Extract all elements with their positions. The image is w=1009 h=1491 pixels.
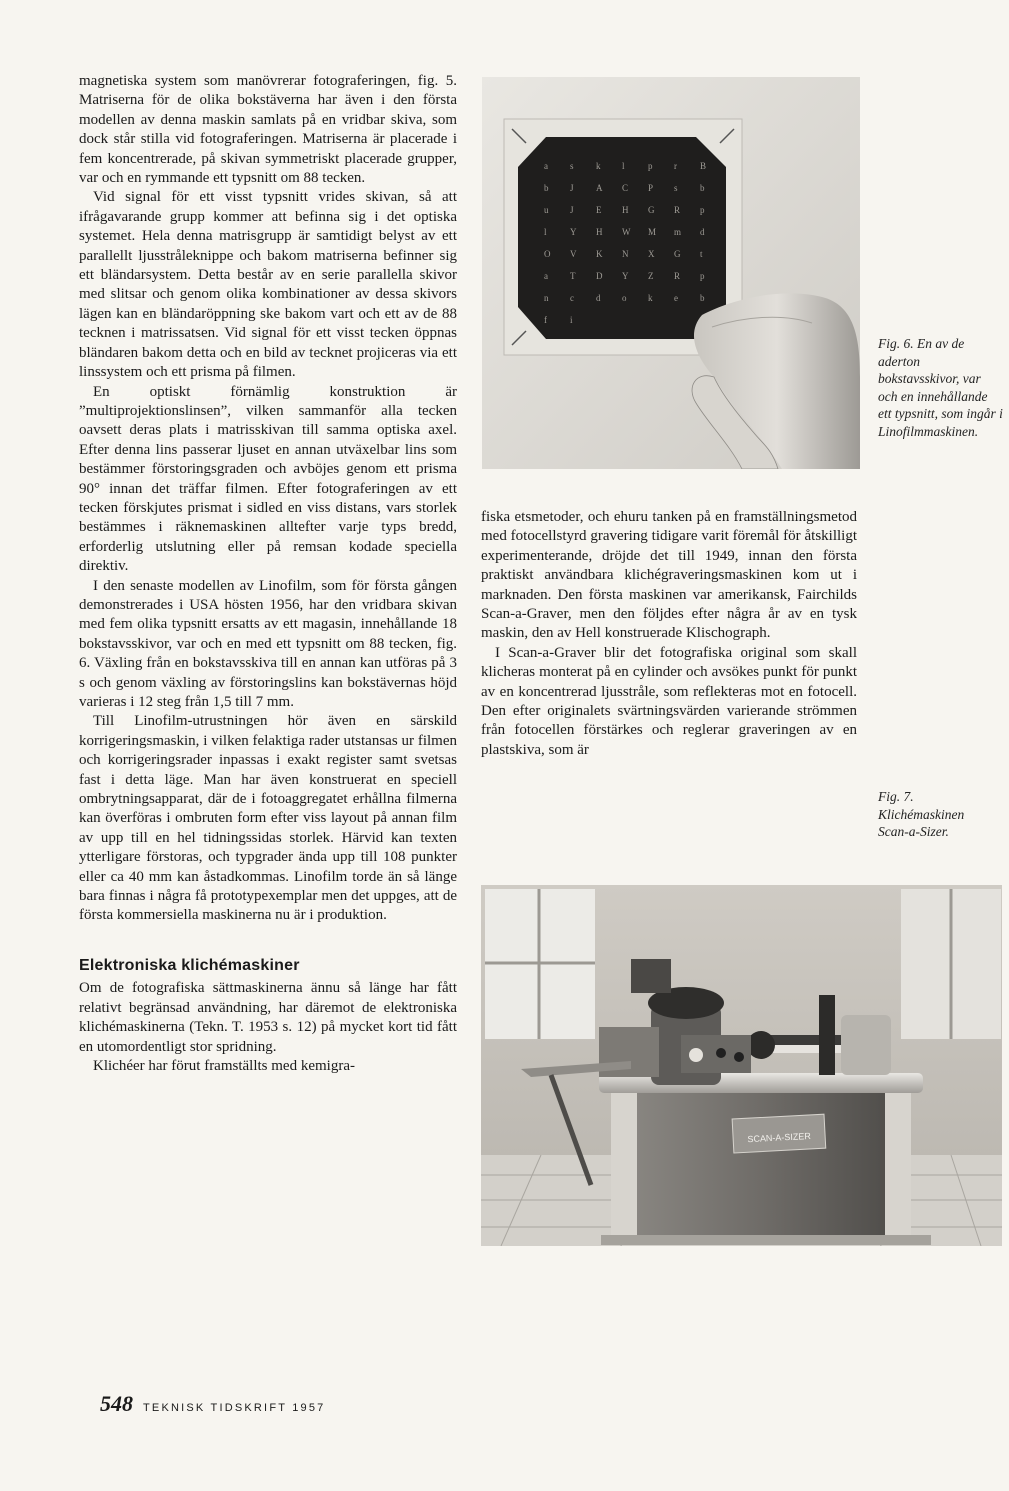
- disc-glyph: O: [544, 249, 551, 259]
- disc-glyph: t: [700, 249, 703, 259]
- disc-glyph: E: [596, 205, 602, 215]
- disc-glyph: M: [648, 227, 657, 237]
- disc-glyph: u: [544, 205, 549, 215]
- fig7-photo: [481, 885, 1002, 1246]
- disc-glyph: N: [622, 249, 629, 259]
- disc-glyph: Z: [648, 271, 654, 281]
- disc-glyph: l: [622, 161, 625, 171]
- body-paragraph: magnetiska system som manövrerar fotograferingen, fig. 5. Matriserna för de olika bokstäverna har även i den första modellen av denna maskin samlats på en vridbar skiva, som dock står stilla vid fotograferingen. Matriserna är placerade i fem koncentrerade, på skivan symmetriskt placerade grupper, var och en rymmande ett typsnitt om 88 tecken.: [79, 73, 457, 187]
- disc-glyph: n: [544, 293, 549, 303]
- disc-glyph: G: [648, 205, 655, 215]
- disc-glyph: r: [674, 161, 677, 171]
- body-paragraph: En optiskt förnämlig konstruktion är ”multiprojektionslinsen”, vilken sammanför alla tecken oavsett deras plats i matrisskivan till samma optiska axel. Efter denna lins passerar ljuset en annan utväxelbar lins som bestämmer förstoringsgraden och avböjes genom ett prisma 90° innan det träffar filmen. Efter fotograferingen av ett tecken förskjutes prismat i sidled en viss distans, vars storlek bestämmes i räknemaskinen alltefter varje typs bredd, erforderlig utslutning eller på remsan kodade speciella direktiv.: [79, 383, 457, 575]
- disc-glyph: l: [544, 227, 547, 237]
- disc-glyph: W: [622, 227, 631, 237]
- disc-glyph: a: [544, 271, 548, 281]
- disc-glyph: m: [674, 227, 682, 237]
- disc-glyph: a: [544, 161, 548, 171]
- disc-glyph: P: [648, 183, 654, 193]
- disc-glyph: H: [596, 227, 603, 237]
- disc-glyph: Y: [622, 271, 629, 281]
- disc-glyph: k: [596, 161, 601, 171]
- journal-name: TEKNISK TIDSKRIFT 1957: [143, 1402, 326, 1414]
- disc-glyph: B: [700, 161, 707, 171]
- disc-glyph: d: [596, 293, 601, 303]
- disc-glyph: s: [674, 183, 678, 193]
- section-heading: Elektroniska klichémaskiner: [79, 956, 300, 974]
- body-paragraph: Vid signal för ett visst typsnitt vrides skivan, så att ifrågavarande grupp kommer att befinna sig i det optiska systemet. Hela denna matrisgrupp är samtidigt belyst av ett parallellt ljusstråleknippe och bakom matriserna befinner sig ett bländarsystem. Detta består av en serie parallella skivor med slitsar och genom olika kombinationer av dessa skivors lägen kan en bländaröppning ske bakom vart och ett av de 88 tecknen i matrissatsen. Vid signal för ett visst tecken öppnas bländaren bakom detta och en bild av tecknet projiceras via ett linssystem och ett prisma på filmen.: [79, 189, 457, 381]
- right-column: [481, 508, 857, 760]
- disc-glyph: K: [596, 249, 603, 259]
- disc-glyph: b: [700, 293, 705, 303]
- disc-glyph: V: [570, 249, 577, 259]
- body-paragraph: Till Linofilm-utrustningen hör även en särskild korrigeringsmaskin, i vilken felaktiga rader utstansas ur filmen och korrigeringsrader inpassas i exakt register samt svetsas fast i detta läge. Man har även konstruerat en speciell ombrytningsapparat, där de i fotoaggregatet erhållna filmerna kan överföras i ombruten form efter viss layout på annan film av upp till en hel tidningssidas storlek. Härvid kan texten ytterligare förstoras, och typgrader ända upp till 108 punkter eller ca 40 mm kan åstadkommas. Linofilm torde än så länge bara finnas i några få prototypexemplar men det uppges, att de första kommersiella maskinerna nu är i produktion.: [79, 713, 457, 924]
- disc-glyph: Y: [570, 227, 577, 237]
- page-footer: [100, 1391, 325, 1417]
- fig6-caption: Fig. 6. En av de aderton bokstavsskivor, var och en innehållande ett typsnitt, som ingår i Linofilmmaskinen.: [878, 336, 1003, 439]
- disc-glyph: J: [570, 205, 574, 215]
- body-paragraph: Om de fotografiska sättmaskinerna ännu så länge har fått relativt begränsad användning, har däremot de elektroniska klichémaskinerna (Tekn. T. 1953 s. 12) på mycket kort tid fått en utomordentligt stor spridning.: [79, 980, 457, 1055]
- disc-glyph: X: [648, 249, 655, 259]
- disc-glyph: e: [674, 293, 678, 303]
- disc-glyph: D: [596, 271, 603, 281]
- disc-glyph: R: [674, 271, 681, 281]
- disc-glyph: R: [674, 205, 681, 215]
- disc-glyph: T: [570, 271, 576, 281]
- disc-glyph: C: [622, 183, 629, 193]
- disc-glyph: s: [570, 161, 574, 171]
- nameplate-text: SCAN-A-SIZER: [747, 1130, 812, 1145]
- fig6-photo: [482, 77, 860, 469]
- disc-glyph: p: [648, 161, 653, 171]
- disc-glyph: G: [674, 249, 681, 259]
- disc-glyph: i: [570, 315, 573, 325]
- body-paragraph: fiska etsmetoder, och ehuru tanken på en framställningsmetod med fotocellstyrd gravering tidigare varit föremål för åtskilligt experimenterande, dröjde det till 1949, innan den första praktiskt användbara klichégraveringsmaskinen kom ut i marknaden. Den första maskinen var amerikansk, Fairchilds Scan-a-Graver, men den följdes efter några år av en tysk maskin, den av Hell konstruerade Klischograph.: [481, 509, 857, 642]
- left-column: [79, 72, 457, 1076]
- disc-glyph: J: [570, 183, 574, 193]
- disc-glyph: o: [622, 293, 627, 303]
- disc-glyph: k: [648, 293, 653, 303]
- disc-glyph: p: [700, 205, 705, 215]
- disc-glyph: c: [570, 293, 574, 303]
- body-paragraph: I den senaste modellen av Linofilm, som för första gången demonstrerades i USA hösten 1956, har den vridbara skivan med fem olika typsnitt ersatts av ett magasin, innehållande 18 bokstavsskivor, var och en med ett typsnitt om 88 tecken, fig. 6. Växling från en bokstavsskiva till en annan kan utföras på 3 s och genom växling av förstoringslins kan bokstävernas höjd varieras i 12 steg från 1,5 till 7 mm.: [79, 577, 457, 710]
- disc-glyph: p: [700, 271, 705, 281]
- fig7-caption: Fig. 7. Klichémaskinen Scan-a-Sizer.: [878, 789, 965, 839]
- disc-glyph: A: [596, 183, 603, 193]
- disc-glyph: H: [622, 205, 629, 215]
- disc-glyph: b: [700, 183, 705, 193]
- page-number: 548: [100, 1391, 133, 1416]
- disc-glyph: d: [700, 227, 705, 237]
- body-paragraph: I Scan-a-Graver blir det fotografiska original som skall klicheras monterat på en cylinder och avsökes punkt för punkt av en koncentrerad ljusstråle, som reflekteras mot en fotocell. Den efter originalets svärtningsvärden varierande strömmen från fotocellen förstärkes och reglerar graveringen av en plastskiva, som är: [481, 644, 857, 758]
- disc-glyph: f: [544, 315, 547, 325]
- body-paragraph: Klichéer har förut framställts med kemigra-: [93, 1057, 355, 1074]
- disc-glyph: b: [544, 183, 549, 193]
